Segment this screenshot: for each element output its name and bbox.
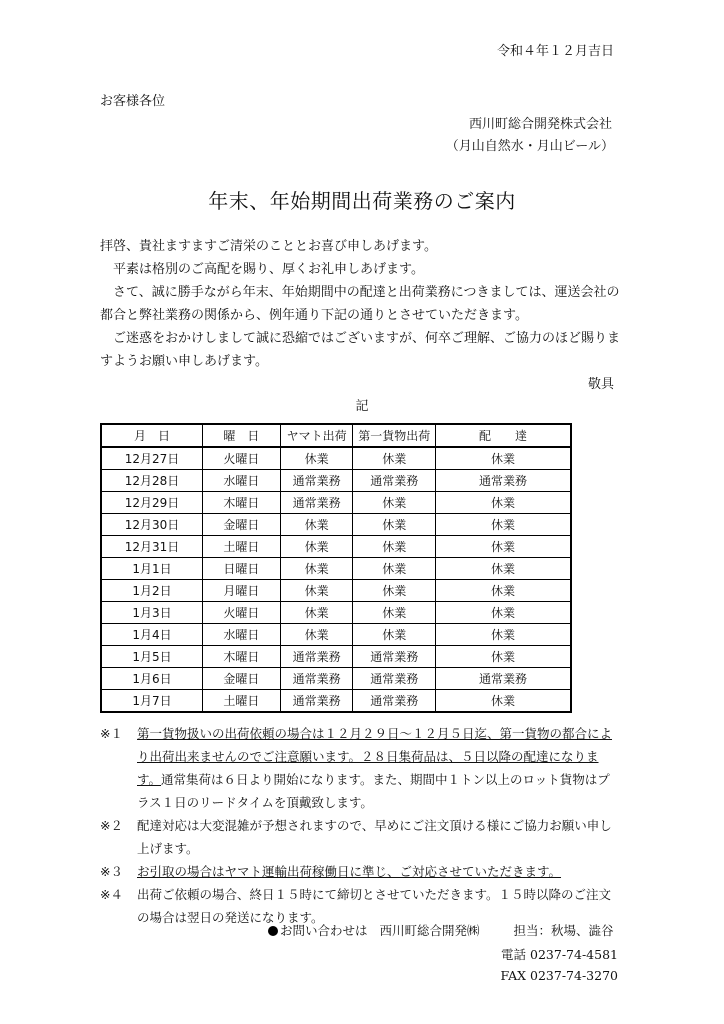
sender-company: 西川町総合開発株式会社 [468,117,612,132]
cell-daiichi: 休業 [353,536,436,558]
sender-brands: （月山自然水・月山ビール） [445,139,614,154]
cell-delivery: 休業 [436,646,571,668]
cell-date: 12月30日 [101,514,203,536]
note-1 [100,722,620,814]
cell-daiichi: 休業 [353,558,436,580]
cell-yamato: 休業 [280,558,353,580]
table-row [101,514,571,536]
cell-yamato: 休業 [280,447,353,470]
cell-weekday: 水曜日 [203,624,281,646]
cell-date: 1月1日 [101,558,203,580]
cell-date: 1月4日 [101,624,203,646]
cell-weekday: 日曜日 [203,558,281,580]
notice-paragraph: さて、誠に勝手ながら年末、年始期間中の配達と出荷業務につきましては、運送会社の都合と弊社業務の関係から、例年通り下記の通りとさせていただきます。 [100,285,620,323]
schedule-table-body [101,447,571,712]
cell-weekday: 金曜日 [203,668,281,690]
note-mark: ※２ [100,818,123,833]
cell-daiichi: 休業 [353,514,436,536]
note-mark: ※４ [100,887,123,902]
cell-date: 12月28日 [101,470,203,492]
cell-date: 1月5日 [101,646,203,668]
table-row [101,580,571,602]
ki-heading: 記 [355,399,369,414]
cell-yamato: 通常業務 [280,646,353,668]
contact-line [268,921,614,939]
cell-weekday: 火曜日 [203,602,281,624]
note-underlined-text: 第一貨物扱いの出荷依頼の場合は１２月２９日～１２月５日迄、第一貨物の都合により出荷出来ませんのでご注意願います。２８日集荷品は、５日以降の配達になります。 [137,726,613,787]
cell-date: 12月27日 [101,447,203,470]
addressee: お客様各位 [100,94,166,109]
cell-daiichi: 休業 [353,492,436,514]
note-text: 出荷ご依頼の場合、終日１５時にて締切とさせていただきます。１５時以降のご注文の場合は翌日の発送になります。 [137,887,612,925]
bullet-dot-icon [268,926,278,936]
cell-yamato: 通常業務 [280,690,353,713]
header-delivery: 配 達 [436,424,571,447]
header-daiichi: 第一貨物出荷 [353,424,436,447]
cell-weekday: 金曜日 [203,514,281,536]
cell-daiichi: 休業 [353,580,436,602]
note-mark: ※１ [100,726,123,741]
note-text: 通常集荷は６日より開始になります。また、期間中１トン以上のロット貨物はプラス１日のリードタイムを頂戴致します。 [137,772,610,810]
cell-delivery: 通常業務 [436,470,571,492]
cell-delivery: 休業 [436,447,571,470]
cell-date: 1月2日 [101,580,203,602]
header-weekday: 曜 日 [203,424,281,447]
table-row [101,624,571,646]
table-row [101,558,571,580]
schedule-table [100,423,572,713]
contact-company: 西川町総合開発㈱ [379,923,480,938]
cell-daiichi: 通常業務 [353,668,436,690]
cell-date: 12月31日 [101,536,203,558]
cell-delivery: 休業 [436,602,571,624]
contact-fax: FAX 0237-74-3270 [500,968,618,983]
cell-yamato: 休業 [280,602,353,624]
cell-delivery: 休業 [436,624,571,646]
table-row [101,492,571,514]
thanks-paragraph: 平素は格別のご高配を賜り、厚くお礼申しあげます。 [113,262,424,277]
closing-word: 敬具 [587,377,614,392]
document-title: 年末、年始期間出荷業務のご案内 [208,189,516,213]
cell-delivery: 休業 [436,558,571,580]
cell-date: 1月3日 [101,602,203,624]
cell-delivery: 通常業務 [436,668,571,690]
cell-daiichi: 休業 [353,447,436,470]
table-header-row [101,424,571,447]
note-underlined-text: お引取の場合はヤマト運輸出荷稼働日に準じ、ご対応させていただきます。 [137,864,562,879]
cell-yamato: 休業 [280,536,353,558]
table-row [101,470,571,492]
greeting-paragraph: 拝啓、貴社ますますご清栄のこととお喜び申しあげます。 [100,239,437,254]
cell-yamato: 休業 [280,580,353,602]
table-row [101,536,571,558]
table-row [101,668,571,690]
cell-daiichi: 通常業務 [353,690,436,713]
cell-delivery: 休業 [436,514,571,536]
note-2 [100,814,620,860]
notes [100,722,620,929]
contact-staff: 担当：秋場、澁谷 [513,923,614,938]
cell-delivery: 休業 [436,492,571,514]
table-row [101,646,571,668]
cell-delivery: 休業 [436,536,571,558]
cell-daiichi: 通常業務 [353,470,436,492]
cell-weekday: 木曜日 [203,646,281,668]
cell-yamato: 休業 [280,514,353,536]
cell-yamato: 通常業務 [280,470,353,492]
cell-daiichi: 休業 [353,602,436,624]
header-yamato: ヤマト出荷 [280,424,353,447]
cell-date: 1月7日 [101,690,203,713]
cell-date: 12月29日 [101,492,203,514]
cell-weekday: 土曜日 [203,536,281,558]
table-row [101,690,571,713]
cell-daiichi: 通常業務 [353,646,436,668]
cell-yamato: 通常業務 [280,668,353,690]
cell-weekday: 火曜日 [203,447,281,470]
cell-daiichi: 休業 [353,624,436,646]
note-3 [100,860,620,883]
apology-paragraph: ご迷惑をおかけしまして誠に恐縮ではございますが、何卒ご理解、ご協力のほど賜りますようお願い申しあげます。 [100,331,621,369]
cell-weekday: 木曜日 [203,492,281,514]
cell-weekday: 土曜日 [203,690,281,713]
cell-weekday: 水曜日 [203,470,281,492]
header-date: 月 日 [101,424,203,447]
cell-delivery: 休業 [436,580,571,602]
cell-delivery: 休業 [436,690,571,713]
document-date: 令和４年１２月吉日 [496,44,614,59]
note-mark: ※３ [100,864,123,879]
contact-label: お問い合わせは [280,923,368,938]
contact-phone: 電話 0237-74-4581 [501,947,618,962]
table-row [101,602,571,624]
cell-weekday: 月曜日 [203,580,281,602]
cell-yamato: 休業 [280,624,353,646]
cell-date: 1月6日 [101,668,203,690]
table-row [101,447,571,470]
note-text: 配達対応は大変混雑が予想されますので、早めにご注文頂ける様にご協力お願い申し上げます。 [137,818,612,856]
cell-yamato: 通常業務 [280,492,353,514]
